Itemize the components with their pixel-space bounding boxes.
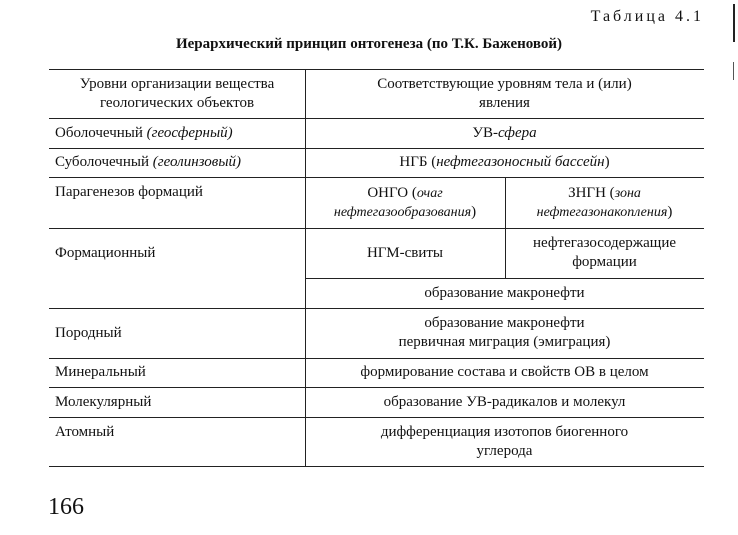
body-text: ) bbox=[471, 203, 477, 220]
body-text: НГБ ( bbox=[399, 154, 437, 170]
page-number: 166 bbox=[48, 494, 84, 520]
level-name: Породный bbox=[55, 324, 122, 341]
level-cell bbox=[49, 358, 305, 387]
table-caption: Таблица 4.1 bbox=[590, 8, 704, 25]
body-text: образование УВ-радикалов и молекул bbox=[383, 393, 626, 410]
body-text-italic: очаг bbox=[416, 185, 443, 201]
level-alias: (геосферный) bbox=[146, 124, 233, 141]
body-text: НГМ-свиты bbox=[366, 244, 444, 261]
body-cell bbox=[505, 177, 704, 228]
body-text-italic: сфера bbox=[498, 124, 537, 141]
table-title: Иерархический принцип онтогенеза (по Т.К. Баженовой) bbox=[175, 36, 563, 52]
level-name: Минеральный bbox=[55, 364, 146, 380]
ontogenesis-table bbox=[49, 69, 704, 466]
header-text: Уровни организации вещества bbox=[79, 75, 275, 92]
body-text: углерода bbox=[476, 442, 533, 459]
level-cell bbox=[49, 118, 305, 148]
body-cell bbox=[305, 387, 704, 417]
level-alias: (геолинзовый) bbox=[152, 154, 241, 170]
body-text: ) bbox=[667, 203, 673, 220]
body-text: ОНГО ( bbox=[367, 184, 417, 201]
page-edge-mark bbox=[733, 62, 734, 80]
body-cell bbox=[305, 278, 704, 308]
body-text: ) bbox=[604, 154, 610, 170]
body-text: нефтегазосодержащие bbox=[532, 235, 677, 251]
level-cell bbox=[49, 177, 305, 207]
level-cell bbox=[49, 308, 305, 358]
body-text: формирование состава и свойств ОВ в целом bbox=[360, 364, 649, 380]
body-text: образование макронефти bbox=[424, 315, 585, 331]
body-cell bbox=[305, 148, 704, 177]
body-cell bbox=[305, 417, 704, 466]
body-cell bbox=[305, 177, 505, 228]
body-text-italic: нефтегазообразования bbox=[333, 204, 472, 220]
level-name: Молекулярный bbox=[55, 393, 152, 410]
body-cell bbox=[505, 228, 704, 278]
body-cell bbox=[305, 308, 704, 358]
body-text: УВ- bbox=[472, 124, 499, 141]
header-levels bbox=[49, 69, 305, 118]
level-name: Суболочечный bbox=[55, 154, 149, 170]
body-text-italic: зона bbox=[614, 185, 641, 201]
level-cell bbox=[49, 228, 305, 278]
level-name: Парагенезов формаций bbox=[55, 183, 203, 200]
level-name: Формационный bbox=[55, 244, 156, 261]
level-cell bbox=[49, 417, 305, 447]
body-text-italic: нефтегазонакопления bbox=[536, 204, 668, 220]
level-cell bbox=[49, 387, 305, 417]
body-cell bbox=[305, 358, 704, 387]
level-name: Оболочечный bbox=[55, 124, 143, 141]
body-text: дифференциация изотопов биогенного bbox=[380, 423, 629, 440]
level-cell bbox=[49, 148, 305, 177]
body-text: ЗНГН ( bbox=[568, 184, 615, 201]
header-text: Соответствующие уровням тела и (или) bbox=[377, 75, 632, 92]
header-text: геологических объектов bbox=[99, 94, 255, 111]
table-rule bbox=[49, 466, 704, 467]
level-name: Атомный bbox=[55, 423, 115, 440]
body-text: формации bbox=[572, 254, 637, 270]
header-text: явления bbox=[479, 94, 530, 111]
body-text: образование макронефти bbox=[424, 284, 585, 301]
header-bodies bbox=[305, 69, 704, 118]
body-text-italic: нефтегазоносный бассейн bbox=[436, 154, 605, 170]
body-cell bbox=[305, 228, 505, 278]
body-text: первичная миграция (эмиграция) bbox=[398, 334, 611, 350]
body-cell bbox=[305, 118, 704, 148]
